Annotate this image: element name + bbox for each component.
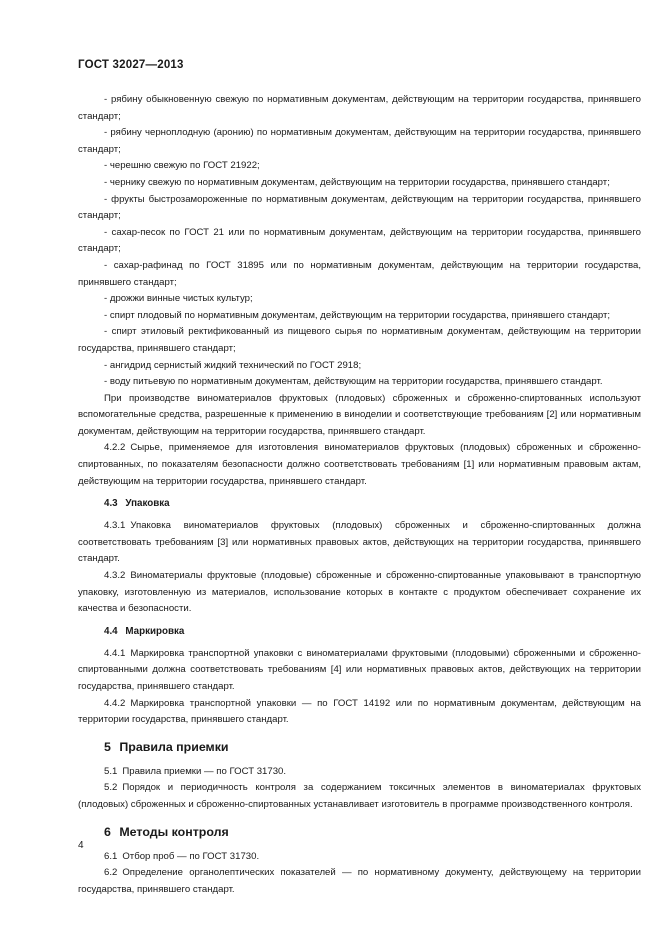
list-item: - ангидрид сернистый жидкий технический по ГОСТ 2918;	[104, 359, 362, 371]
paragraph-4-2-2	[78, 440, 641, 490]
clause-number: 4.3.1	[104, 520, 126, 532]
clause-number: 4.3.2	[104, 570, 126, 582]
paragraph-4-3-1	[78, 518, 641, 568]
list-item: - рябину черноплодную (аронию) по нормативным документам, действующим на территории государства, принявшего стандарт;	[78, 127, 641, 155]
clause-text: Виноматериалы фруктовые (плодовые) сброженные и сброженно-спиртованные упаковывают в транспортную упаковку, изготовленную из материалов, использование которых в контакте с продуктом обеспечивает сохранение их качества и безопасности.	[78, 570, 641, 615]
list-item: - рябину обыкновенную свежую по нормативным документам, действующим на территории государства, принявшего стандарт;	[78, 94, 641, 122]
paragraph-4-3-2	[78, 568, 641, 618]
section-number: 4.4	[104, 625, 118, 637]
page-number: 4	[78, 840, 84, 851]
section-heading-6	[104, 823, 641, 841]
paragraph-6-1	[78, 849, 641, 866]
section-number: 4.3	[104, 498, 118, 510]
document-header: ГОСТ 32027—2013	[78, 59, 184, 71]
section-title: Правила приемки	[119, 739, 229, 754]
clause-number: 6.1	[104, 850, 118, 862]
document-body	[78, 92, 641, 898]
list-item: - спирт плодовый по нормативным документам, действующим на территории государства, принявшего стандарт;	[104, 309, 611, 321]
paragraph-5-2	[78, 780, 641, 813]
list-item: - сахар-рафинад по ГОСТ 31895 или по нормативным документам, действующим на территории государства, принявшего стандарт;	[78, 259, 641, 288]
paragraph-6-2	[78, 865, 641, 898]
list-item: - чернику свежую по нормативным документам, действующим на территории государства, принявшего стандарт;	[104, 176, 610, 188]
clause-number: 4.4.2	[104, 697, 126, 709]
section-heading-5	[104, 738, 641, 756]
list-item: - дрожжи винные чистых культур;	[104, 293, 253, 305]
section-number: 6	[104, 824, 111, 839]
clause-text: Маркировка транспортной упаковки — по ГОСТ 14192 или по нормативным документам, действующим на территории государства, принявшего стандарт.	[78, 697, 641, 726]
section-heading-4-3	[104, 496, 641, 512]
paragraph-4-4-1	[78, 646, 641, 696]
list-item: - воду питьевую по нормативным документам, действующим на территории государства, принявшего стандарт.	[104, 376, 603, 388]
list-item: - спирт этиловый ректификованный из пищевого сырья по нормативным документам, действующим на территории государства, принявшего стандарт;	[78, 326, 641, 354]
clause-number: 6.2	[104, 867, 118, 879]
clause-number: 5.2	[104, 782, 118, 794]
section-heading-4-4	[104, 624, 641, 640]
section-title: Маркировка	[125, 625, 185, 637]
section-number: 5	[104, 739, 111, 754]
clause-number: 4.4.1	[104, 647, 126, 659]
clause-text: Упаковка виноматериалов фруктовых (плодовых) сброженных и сброженно-спиртованных должна соответствовать требованиям [3] или нормативных правовых актов, действующих на территории государства, принявшего стандарт.	[78, 520, 641, 565]
clause-text: Определение органолептических показателей — по нормативному документу, действующему на территории государства, принявшего стандарт.	[78, 867, 641, 895]
section-title: Упаковка	[125, 498, 170, 510]
clause-text: Маркировка транспортной упаковки с виноматериалами фруктовыми (плодовыми) сброженными и сброженно-спиртованными должна соответствовать требованиям [4] или нормативных правовых актов, действующих на территории государства, принявшего стандарт.	[78, 647, 641, 692]
clause-number: 5.1	[104, 765, 118, 777]
paragraph-5-1	[78, 764, 641, 781]
paragraph-4-4-2	[78, 696, 641, 729]
clause-number: 4.2.2	[104, 442, 126, 454]
clause-text: Отбор проб — по ГОСТ 31730.	[122, 850, 260, 862]
clause-text: Правила приемки — по ГОСТ 31730.	[122, 765, 287, 777]
list-item: - черешню свежую по ГОСТ 21922;	[104, 160, 260, 172]
list-item: - сахар-песок по ГОСТ 21 или по нормативным документам, действующим на территории государства, принявшего стандарт;	[78, 226, 641, 255]
list-item: - фрукты быстрозамороженные по нормативным документам, действующим на территории государства, принявшего стандарт;	[78, 193, 641, 222]
paragraph-auxiliary: При производстве виноматериалов фруктовых (плодовых) сброженных и сброженно-спиртованных используют вспомогательные средства, разрешенные к применению в виноделии и соответствующие требованиям [2] или нормативным документам, действующим на территории государства, принявшего стандарт.	[78, 392, 641, 437]
section-title: Методы контроля	[119, 824, 229, 839]
clause-text: Сырье, применяемое для изготовления виноматериалов фруктовых (плодовых) сброженных и сброженно-спиртованных, по показателям безопасности должно соответствовать требованиям [1] или нормативным правовым актам, действующим на территории государства, принявшего стандарт.	[78, 442, 641, 487]
clause-text: Порядок и периодичность контроля за содержанием токсичных элементов в виноматериалах фруктовых (плодовых) сброженных и сброженно-спиртованных устанавливает изготовитель в программе производственного контроля.	[78, 782, 641, 810]
